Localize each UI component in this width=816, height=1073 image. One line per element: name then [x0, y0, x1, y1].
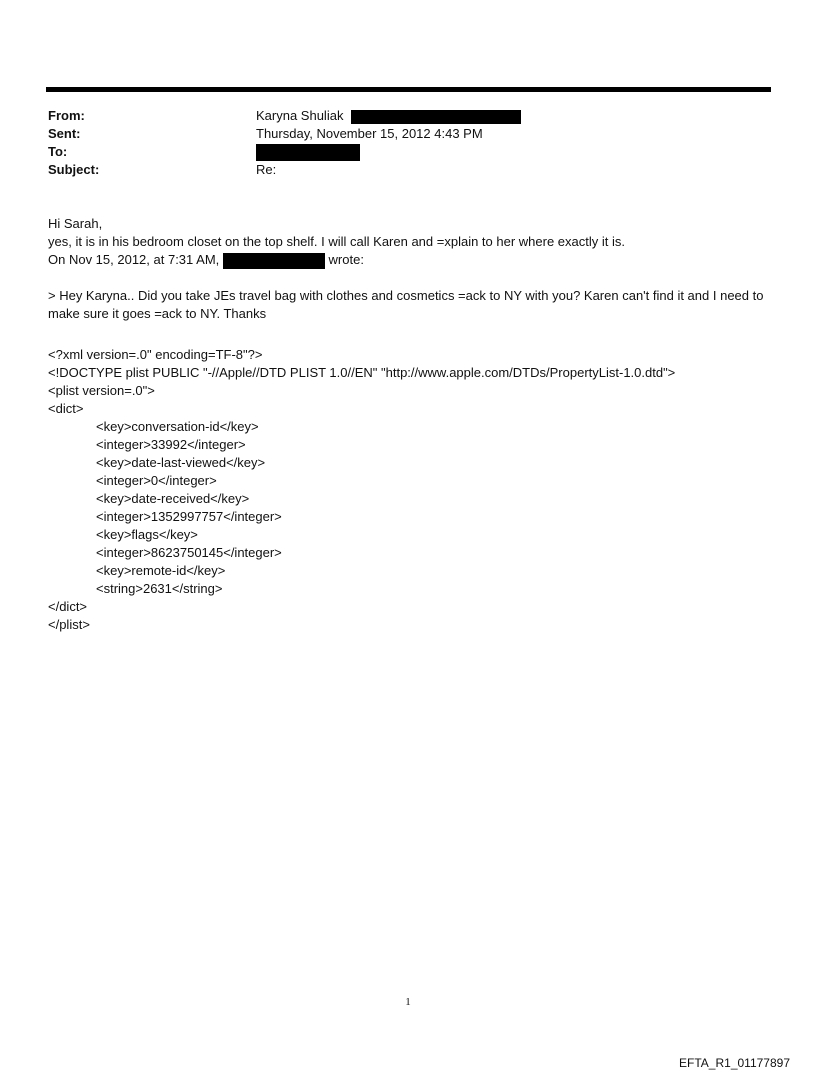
- from-name: Karyna Shuliak: [256, 108, 344, 123]
- plist-line: <key>flags</key>: [96, 527, 198, 542]
- plist-line: <?xml version=.0" encoding=TF-8"?>: [48, 347, 263, 362]
- plist-line: <plist version=.0">: [48, 383, 155, 398]
- plist-line: <string>2631</string>: [96, 581, 223, 596]
- plist-line: <integer>0</integer>: [96, 473, 217, 488]
- header-rule: [46, 87, 771, 92]
- sender-redaction: [223, 253, 325, 269]
- sent-label: Sent:: [48, 126, 81, 141]
- quoted-message: > Hey Karyna.. Did you take JEs travel bag with clothes and cosmetics =ack to NY with you? Karen can't find it and I need to make sure it goes =ack to NY. Thanks: [48, 288, 768, 321]
- quote-intro-prefix: On Nov 15, 2012, at 7:31 AM,: [48, 252, 220, 267]
- to-label: To:: [48, 144, 68, 159]
- reply-line: yes, it is in his bedroom closet on the top shelf. I will call Karen and =xplain to her where exactly it is.: [48, 234, 625, 249]
- plist-line: </dict>: [48, 599, 88, 614]
- to-redaction: [256, 144, 360, 161]
- plist-line: <integer>1352997757</integer>: [96, 509, 282, 524]
- plist-line: <key>date-received</key>: [96, 491, 250, 506]
- from-value: [256, 107, 521, 125]
- plist-line: <integer>33992</integer>: [96, 437, 246, 452]
- subject-value: Re:: [256, 162, 277, 177]
- plist-line: </plist>: [48, 617, 90, 632]
- quote-intro: [48, 251, 772, 269]
- plist-line: <key>date-last-viewed</key>: [96, 455, 266, 470]
- plist-line: <integer>8623750145</integer>: [96, 545, 282, 560]
- sent-value: Thursday, November 15, 2012 4:43 PM: [256, 126, 483, 141]
- from-label: From:: [48, 108, 85, 123]
- from-email-redaction: [351, 110, 521, 124]
- greeting: Hi Sarah,: [48, 216, 103, 231]
- plist-line: <key>conversation-id</key>: [96, 419, 259, 434]
- document-id: EFTA_R1_01177897: [679, 1056, 790, 1070]
- plist-line: <dict>: [48, 401, 84, 416]
- plist-block: [48, 346, 772, 634]
- page-number: 1: [405, 996, 411, 1008]
- subject-label: Subject:: [48, 162, 100, 177]
- plist-line: <!DOCTYPE plist PUBLIC "-//Apple//DTD PLIST 1.0//EN" "http://www.apple.com/DTDs/PropertyList-1.0.dtd">: [48, 365, 676, 380]
- to-value: [256, 143, 360, 161]
- quote-intro-suffix: wrote:: [328, 252, 364, 267]
- plist-line: <key>remote-id</key>: [96, 563, 226, 578]
